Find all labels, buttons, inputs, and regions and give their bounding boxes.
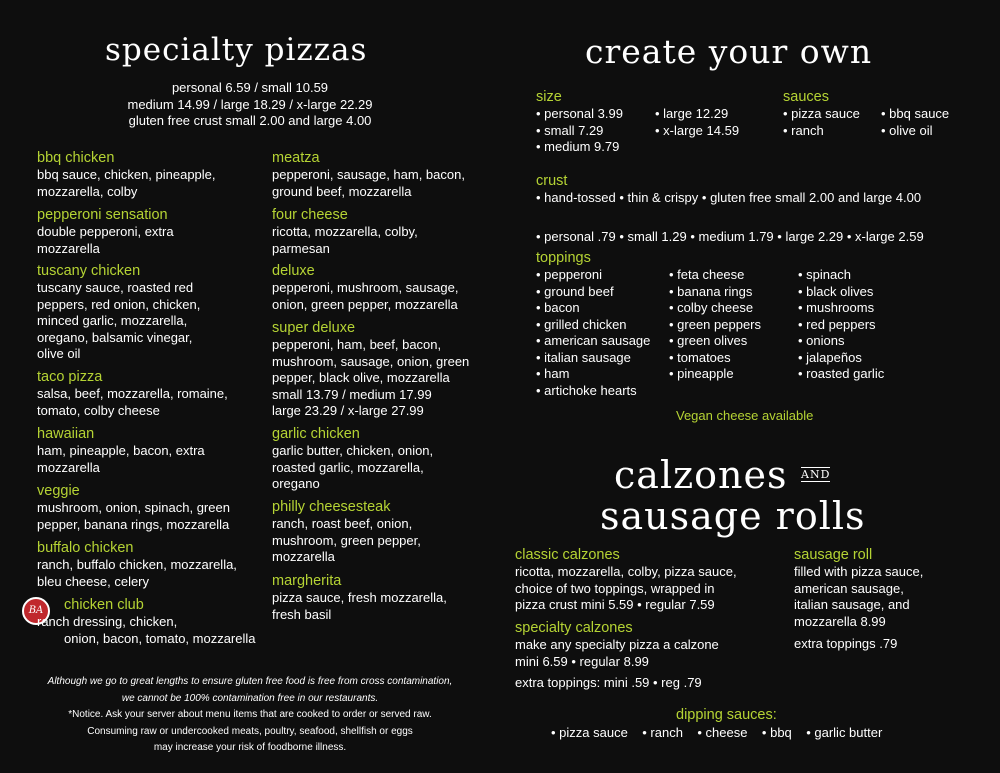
menu-item xyxy=(37,369,228,419)
item-name: sausage roll xyxy=(794,547,873,563)
item-desc: salsa, beef, mozzarella, romaine, tomato, colby cheese xyxy=(37,386,228,418)
item-name: garlic chicken xyxy=(272,426,360,442)
item-name: philly cheesesteak xyxy=(272,499,391,515)
item-name: meatza xyxy=(272,150,320,166)
sauces-label: sauces xyxy=(783,89,829,105)
item-desc: mushroom, onion, spinach, green pepper, banana rings, mozzarella xyxy=(37,500,230,532)
item-name: specialty calzones xyxy=(515,620,633,636)
item-desc: ranch dressing, chicken, onion, bacon, tomato, mozzarella xyxy=(37,614,256,646)
specialty-price-list xyxy=(40,80,460,130)
sauce-option: • ranch xyxy=(783,122,824,138)
menu-item-chicken-club xyxy=(37,597,277,647)
topping-option: • onions xyxy=(798,333,845,348)
item-desc: make any specialty pizza a calzone mini 6.59 • regular 8.99 xyxy=(515,637,719,669)
menu-item xyxy=(272,207,418,257)
dipping-sauces-label: dipping sauces: xyxy=(676,707,777,723)
topping-option: • spinach xyxy=(798,267,851,282)
specialty-calzones xyxy=(515,620,785,670)
topping-option: • black olives xyxy=(798,283,874,299)
item-desc: double pepperoni, extra mozzarella xyxy=(37,224,174,256)
toppings-col-3 xyxy=(798,267,884,383)
item-name: veggie xyxy=(37,483,80,499)
crust-label: crust xyxy=(536,173,568,189)
item-name: pepperoni sensation xyxy=(37,207,168,223)
vegan-note: Vegan cheese available xyxy=(676,408,814,423)
size-option: • x-large 14.59 xyxy=(655,122,740,138)
item-name: chicken club xyxy=(64,597,144,613)
item-name: taco pizza xyxy=(37,369,103,385)
topping-option: • pepperoni xyxy=(536,267,602,282)
menu-item xyxy=(37,483,230,533)
item-name: buffalo chicken xyxy=(37,540,134,556)
size-col-2 xyxy=(655,106,739,139)
item-desc: ranch, roast beef, onion, mushroom, green pepper, mozzarella xyxy=(272,516,421,564)
size-option: • small 7.29 xyxy=(536,122,604,138)
menu-item xyxy=(272,426,433,493)
item-desc: garlic butter, chicken, onion, roasted garlic, mozzarella, oregano xyxy=(272,443,434,491)
ba-logo-badge: BA xyxy=(22,597,50,625)
item-desc: ranch, buffalo chicken, mozzarella, bleu cheese, celery xyxy=(37,557,237,589)
topping-option: • green olives xyxy=(669,333,748,348)
item-desc: ham, pineapple, bacon, extra mozzarella xyxy=(37,443,205,475)
toppings-label: toppings xyxy=(536,250,591,266)
size-option: • large 12.29 xyxy=(655,106,729,121)
sausage-rolls-title: sausage rolls xyxy=(600,494,866,538)
sausage-roll-extra: extra toppings .79 xyxy=(794,636,898,651)
sauces-col-1 xyxy=(783,106,860,139)
topping-option: • american sausage xyxy=(536,333,651,348)
topping-option: • colby cheese xyxy=(669,300,754,315)
item-desc: pepperoni, mushroom, sausage, onion, green pepper, mozzarella xyxy=(272,280,459,312)
item-name: super deluxe xyxy=(272,320,356,336)
menu-item xyxy=(272,320,469,420)
notice-line: *Notice. Ask your server about menu items that are cooked to order or served raw. xyxy=(68,709,432,720)
notice-line: Consuming raw or undercooked meats, poultry, seafood, shellfish or eggs xyxy=(87,725,413,737)
sauce-option: • bbq sauce xyxy=(881,106,950,121)
create-your-own-title: create your own xyxy=(585,32,873,71)
topping-option: • jalapeños xyxy=(798,349,862,365)
item-desc: pizza sauce, fresh mozzarella, fresh basil xyxy=(272,590,447,622)
size-option: • personal 3.99 xyxy=(536,106,623,121)
topping-option: • banana rings xyxy=(669,283,753,299)
topping-option: • ground beef xyxy=(536,283,614,299)
topping-option: • green peppers xyxy=(669,316,762,332)
topping-option: • ham xyxy=(536,366,570,381)
item-desc: bbq sauce, chicken, pineapple, mozzarella, colby xyxy=(37,167,216,199)
topping-option: • mushrooms xyxy=(798,300,875,315)
size-option: • medium 9.79 xyxy=(536,139,620,154)
price-line: gluten free crust small 2.00 and large 4.00 xyxy=(128,113,372,128)
topping-option: • feta cheese xyxy=(669,267,745,282)
specialty-pizzas-title: specialty pizzas xyxy=(105,32,368,68)
price-line: medium 14.99 / large 18.29 / x-large 22.29 xyxy=(127,96,373,112)
menu-item xyxy=(37,263,200,363)
item-name: tuscany chicken xyxy=(37,263,141,279)
item-name: deluxe xyxy=(272,263,315,279)
item-desc: filled with pizza sauce, american sausage, italian sausage, and mozzarella 8.99 xyxy=(794,564,924,629)
sausage-roll xyxy=(794,547,994,630)
topping-option: • pineapple xyxy=(669,366,734,381)
size-col-1 xyxy=(536,106,623,156)
and-label: AND xyxy=(801,468,831,481)
notice-line: Although we go to great lengths to ensure gluten free food is free from cross contamination, xyxy=(47,676,453,687)
item-name: classic calzones xyxy=(515,547,620,563)
topping-option: • artichoke hearts xyxy=(536,382,637,398)
topping-option: • roasted garlic xyxy=(798,366,885,381)
topping-option: • bacon xyxy=(536,300,580,315)
sauce-option: • olive oil xyxy=(881,122,933,138)
menu-item xyxy=(272,573,447,623)
item-desc: ricotta, mozzarella, colby, pizza sauce, choice of two toppings, wrapped in pizza crust mini 5.59 • regular 7.59 xyxy=(515,564,737,612)
notice-line: may increase your risk of foodborne illness. xyxy=(153,742,347,753)
menu-item xyxy=(37,540,237,590)
item-name: four cheese xyxy=(272,207,348,223)
sauces-col-2 xyxy=(881,106,949,139)
topping-option: • red peppers xyxy=(798,316,876,332)
menu-item xyxy=(37,426,205,476)
topping-prices: • personal .79 • small 1.29 • medium 1.79 • large 2.29 • x-large 2.59 xyxy=(536,229,924,244)
item-name: hawaiian xyxy=(37,426,95,442)
menu-item xyxy=(37,207,174,257)
item-desc: pepperoni, sausage, ham, bacon, ground beef, mozzarella xyxy=(272,167,465,199)
menu-item xyxy=(272,263,458,313)
toppings-col-1 xyxy=(536,267,650,399)
notice-line: we cannot be 100% contamination free in our restaurants. xyxy=(121,692,379,704)
crust-options: • hand-tossed • thin & crispy • gluten free small 2.00 and large 4.00 xyxy=(536,190,922,205)
item-desc: ricotta, mozzarella, colby, parmesan xyxy=(272,224,418,256)
sauce-option: • pizza sauce xyxy=(783,106,860,121)
topping-option: • grilled chicken xyxy=(536,316,627,332)
item-name: margherita xyxy=(272,573,342,589)
size-label: size xyxy=(536,89,562,105)
menu-item xyxy=(37,150,216,200)
price-line: personal 6.59 / small 10.59 xyxy=(171,80,329,95)
topping-option: • italian sausage xyxy=(536,349,631,365)
item-desc: pepperoni, ham, beef, bacon, mushroom, sausage, onion, green pepper, black olive, mozzarella small 13.79 / medium 17.99 large 23.29 / x-large 27.99 xyxy=(272,337,470,418)
topping-option: • tomatoes xyxy=(669,349,731,365)
item-name: bbq chicken xyxy=(37,150,115,166)
extra-toppings: extra toppings: mini .59 • reg .79 xyxy=(515,675,702,690)
menu-item xyxy=(272,150,465,200)
item-desc: tuscany sauce, roasted red peppers, red onion, chicken, minced garlic, mozzarella, oregano, balsamic vinegar, olive oil xyxy=(37,280,201,361)
allergen-notice xyxy=(20,674,480,757)
calzones-title: calzones xyxy=(614,453,788,497)
dipping-sauces-list: • pizza sauce • ranch • cheese • bbq • garlic butter xyxy=(551,725,883,740)
menu-item xyxy=(272,499,421,566)
classic-calzones xyxy=(515,547,785,614)
toppings-col-2 xyxy=(669,267,761,383)
